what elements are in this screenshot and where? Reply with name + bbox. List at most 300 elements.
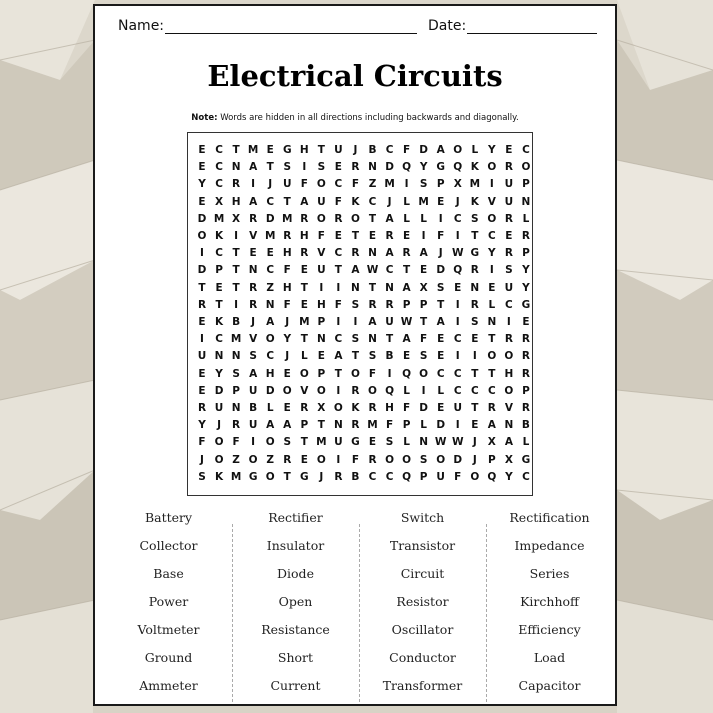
grid-letter: C xyxy=(522,144,530,156)
grid-letter: B xyxy=(351,470,360,483)
grid-letter: A xyxy=(436,144,445,156)
grid-letter: Y xyxy=(198,419,206,432)
grid-row xyxy=(188,264,532,281)
grid-letter: S xyxy=(385,436,394,449)
grid-letter: T xyxy=(232,144,240,156)
grid-letter: U xyxy=(334,436,343,449)
grid-letter: A xyxy=(266,316,275,328)
grid-letter: R xyxy=(232,178,241,191)
grid-letter: B xyxy=(385,350,394,363)
grid-letter: O xyxy=(419,367,429,380)
grid-letter: F xyxy=(437,230,445,242)
grid-letter: T xyxy=(215,298,223,311)
grid-letter: K xyxy=(214,316,224,328)
grid-letter: R xyxy=(334,470,343,483)
grid-letter: T xyxy=(437,298,445,311)
grid-letter: R xyxy=(368,402,377,414)
grid-letter: A xyxy=(385,212,394,225)
grid-letter: N xyxy=(487,316,497,328)
grid-letter: X xyxy=(214,195,224,208)
grid-letter: G xyxy=(436,161,445,174)
word-item: Efficiency xyxy=(518,622,581,637)
grid-letter: T xyxy=(317,144,325,156)
grid-letter: O xyxy=(436,453,446,466)
grid-letter: N xyxy=(368,161,377,174)
grid-letter: F xyxy=(403,144,411,156)
grid-letter: T xyxy=(385,333,394,346)
grid-letter: O xyxy=(316,178,326,191)
grid-letter: J xyxy=(268,178,273,191)
grid-letter: S xyxy=(505,264,513,277)
grid-letter: G xyxy=(248,470,258,483)
grid-letter: E xyxy=(198,144,206,156)
grid-letter: I xyxy=(455,298,460,311)
grid-letter: C xyxy=(215,178,223,191)
grid-row xyxy=(188,436,532,453)
grid-letter: K xyxy=(470,161,479,174)
grid-letter: U xyxy=(248,384,258,397)
grid-row xyxy=(188,230,532,247)
grid-letter: R xyxy=(300,402,309,414)
grid-letter: D xyxy=(419,402,428,414)
grid-letter: E xyxy=(471,419,479,432)
grid-letter: Y xyxy=(488,144,496,156)
grid-letter: G xyxy=(351,436,360,449)
grid-letter: C xyxy=(436,367,445,380)
grid-letter: L xyxy=(522,436,530,449)
word-item: Circuit xyxy=(400,566,445,581)
grid-letter: C xyxy=(334,333,343,346)
word-item: Conductor xyxy=(389,650,456,665)
grid-letter: R xyxy=(521,402,530,414)
grid-row xyxy=(188,333,532,350)
grid-letter: W xyxy=(400,316,413,328)
date-field xyxy=(428,18,597,34)
grid-letter: G xyxy=(521,453,531,466)
grid-letter: U xyxy=(504,178,514,191)
grid-letter: E xyxy=(198,384,206,397)
grid-letter: T xyxy=(420,316,428,328)
word-item: Rectification xyxy=(509,510,590,525)
grid-letter: P xyxy=(317,316,326,328)
word-item: Current xyxy=(270,678,321,693)
grid-letter: S xyxy=(249,350,257,363)
grid-letter: T xyxy=(232,281,240,294)
grid-letter: E xyxy=(437,195,445,208)
note-text: Words are hidden in all directions including backwards and diagonally. xyxy=(220,113,519,123)
word-item: Base xyxy=(153,566,184,581)
grid-letter: C xyxy=(266,195,275,208)
grid-letter: R xyxy=(521,333,530,346)
grid-letter: D xyxy=(436,264,446,277)
grid-letter: C xyxy=(522,470,530,483)
word-item: Short xyxy=(277,650,314,665)
grid-letter: L xyxy=(403,195,410,208)
grid-letter: U xyxy=(385,316,394,328)
grid-letter: I xyxy=(404,178,409,191)
grid-letter: L xyxy=(522,212,530,225)
grid-letter: R xyxy=(521,367,530,380)
grid-letter: R xyxy=(351,161,360,174)
grid-letter: Q xyxy=(402,367,412,380)
grid-letter: P xyxy=(317,367,326,380)
grid-letter: I xyxy=(336,316,341,328)
grid-letter: C xyxy=(487,384,496,397)
grid-letter: D xyxy=(419,144,428,156)
word-item: Load xyxy=(533,650,566,665)
grid-letter: T xyxy=(317,419,325,432)
grid-letter: G xyxy=(299,470,309,483)
grid-letter: T xyxy=(300,333,308,346)
grid-letter: V xyxy=(249,333,258,346)
grid-letter: S xyxy=(419,453,428,466)
grid-letter: E xyxy=(368,436,377,449)
grid-letter: E xyxy=(403,230,411,242)
grid-letter: I xyxy=(472,350,477,363)
grid-letter: F xyxy=(334,298,342,311)
grid-letter: J xyxy=(285,350,290,363)
note-label: Note: xyxy=(191,113,218,123)
grid-letter: T xyxy=(471,230,479,242)
grid-letter: Z xyxy=(368,178,377,191)
grid-row xyxy=(188,316,532,333)
grid-letter: N xyxy=(231,402,241,414)
grid-letter: R xyxy=(300,212,309,225)
grid-letter: F xyxy=(232,436,240,449)
grid-letter: R xyxy=(470,264,479,277)
grid-letter: C xyxy=(385,264,394,277)
grid-letter: O xyxy=(487,350,497,363)
grid-letter: T xyxy=(368,281,377,294)
grid-letter: C xyxy=(385,144,394,156)
grid-letter: F xyxy=(198,436,206,449)
grid-letter: X xyxy=(504,453,513,466)
grid-letter: Z xyxy=(266,281,274,294)
grid-letter: C xyxy=(385,470,394,483)
grid-letter: I xyxy=(506,316,511,328)
grid-letter: J xyxy=(319,470,324,483)
grid-letter: R xyxy=(300,247,309,260)
page-title: Electrical Circuits xyxy=(207,59,503,93)
grid-letter: E xyxy=(215,281,223,294)
grid-letter: M xyxy=(213,212,225,225)
grid-letter: A xyxy=(283,419,292,432)
grid-letter: S xyxy=(283,436,292,449)
grid-letter: F xyxy=(283,264,291,277)
grid-letter: Q xyxy=(453,161,463,174)
grid-letter: V xyxy=(317,247,326,260)
grid-letter: I xyxy=(336,453,341,466)
grid-letter: X xyxy=(453,178,462,191)
grid-letter: N xyxy=(316,333,326,346)
grid-letter: V xyxy=(249,230,258,242)
grid-letter: T xyxy=(471,367,479,380)
grid-letter: E xyxy=(283,402,291,414)
grid-letter: F xyxy=(334,195,342,208)
grid-letter: L xyxy=(420,419,427,432)
grid-letter: U xyxy=(334,144,343,156)
grid-letter: A xyxy=(249,195,258,208)
grid-letter: O xyxy=(316,384,326,397)
grid-letter: T xyxy=(266,161,274,174)
grid-letter: E xyxy=(198,367,206,380)
grid-letter: C xyxy=(368,470,377,483)
grid-letter: E xyxy=(198,316,206,328)
word-item: Capacitor xyxy=(518,678,581,693)
grid-letter: Q xyxy=(487,470,497,483)
grid-letter: B xyxy=(368,144,377,156)
grid-letter: D xyxy=(436,419,446,432)
grid-row xyxy=(188,419,532,436)
word-item: Insulator xyxy=(266,538,325,553)
grid-letter: I xyxy=(251,178,256,191)
grid-letter: N xyxy=(385,281,394,294)
name-field xyxy=(118,18,417,34)
grid-letter: O xyxy=(333,402,343,414)
grid-letter: H xyxy=(504,367,514,380)
word-item: Series xyxy=(529,566,570,581)
grid-letter: S xyxy=(368,350,377,363)
grid-letter: F xyxy=(368,367,377,380)
grid-letter: D xyxy=(453,453,463,466)
grid-letter: E xyxy=(437,350,445,363)
grid-letter: A xyxy=(249,161,258,174)
grid-letter: K xyxy=(351,402,360,414)
grid-letter: Y xyxy=(488,247,496,260)
word-list xyxy=(95,506,615,701)
grid-letter: H xyxy=(385,402,394,414)
grid-letter: R xyxy=(368,298,377,311)
grid-letter: M xyxy=(367,419,378,432)
grid-letter: J xyxy=(472,453,477,466)
grid-letter: R xyxy=(521,350,530,363)
grid-letter: I xyxy=(302,161,307,174)
grid-letter: M xyxy=(230,470,242,483)
grid-letter: O xyxy=(316,453,326,466)
grid-letter: X xyxy=(487,436,496,449)
grid-letter: N xyxy=(419,436,429,449)
grid-letter: D xyxy=(197,264,207,277)
grid-letter: M xyxy=(247,144,259,156)
grid-letter: T xyxy=(334,367,342,380)
grid-letter: X xyxy=(317,402,326,414)
grid-letter: P xyxy=(402,298,411,311)
grid-letter: E xyxy=(368,230,377,242)
grid-letter: Y xyxy=(522,264,530,277)
grid-letter: E xyxy=(437,333,445,346)
grid-letter: N xyxy=(231,350,241,363)
grid-letter: T xyxy=(488,333,496,346)
grid-letter: N xyxy=(231,161,241,174)
grid-letter: S xyxy=(232,367,240,380)
grid-letter: C xyxy=(334,247,343,260)
grid-letter: M xyxy=(264,230,276,242)
grid-letter: F xyxy=(385,419,394,432)
letter-grid xyxy=(187,132,533,496)
grid-letter: T xyxy=(198,281,206,294)
grid-letter: B xyxy=(232,316,241,328)
word-item: Diode xyxy=(277,566,314,581)
grid-letter: N xyxy=(333,419,343,432)
grid-letter: E xyxy=(505,144,513,156)
grid-letter: Y xyxy=(215,367,223,380)
grid-letter: L xyxy=(403,384,410,397)
grid-letter: N xyxy=(368,247,377,260)
grid-letter: U xyxy=(248,419,258,432)
grid-row xyxy=(188,196,532,213)
word-item: Impedance xyxy=(514,538,585,553)
grid-letter: R xyxy=(197,402,207,414)
grid-letter: U xyxy=(317,264,326,277)
grid-letter: S xyxy=(351,333,360,346)
grid-letter: T xyxy=(488,367,496,380)
grid-letter: C xyxy=(266,350,275,363)
date-blank-line xyxy=(467,19,597,34)
grid-letter: E xyxy=(471,333,479,346)
grid-letter: M xyxy=(230,333,242,346)
word-item: Ammeter xyxy=(139,678,198,693)
grid-letter: I xyxy=(200,247,204,260)
grid-letter: I xyxy=(421,230,426,242)
grid-letter: R xyxy=(487,402,496,414)
grid-letter: F xyxy=(420,333,428,346)
grid-letter: Y xyxy=(522,281,530,294)
grid-letter: E xyxy=(522,316,530,328)
grid-letter: I xyxy=(455,350,460,363)
grid-letter: H xyxy=(231,195,241,208)
grid-letter: N xyxy=(351,281,360,294)
grid-letter: O xyxy=(316,212,326,225)
grid-letter: R xyxy=(385,298,394,311)
grid-letter: J xyxy=(438,247,443,260)
grid-letter: E xyxy=(437,402,445,414)
grid-letter: O xyxy=(282,384,292,397)
grid-letter: O xyxy=(487,212,497,225)
grid-letter: T xyxy=(232,264,240,277)
grid-letter: T xyxy=(334,264,342,277)
grid-letter: S xyxy=(471,212,479,225)
grid-letter: R xyxy=(504,161,513,174)
grid-letter: F xyxy=(300,178,308,191)
grid-letter: P xyxy=(300,419,309,432)
grid-letter: I xyxy=(421,384,426,397)
grid-letter: S xyxy=(198,470,206,483)
grid-letter: C xyxy=(453,212,462,225)
grid-letter: A xyxy=(402,281,411,294)
grid-letter: Q xyxy=(402,161,412,174)
grid-letter: G xyxy=(521,298,531,311)
grid-letter: S xyxy=(317,161,326,174)
grid-letter: U xyxy=(436,470,445,483)
grid-letter: P xyxy=(522,178,530,191)
grid-letter: T xyxy=(232,247,240,260)
worksheet xyxy=(93,4,617,706)
grid-letter: C xyxy=(368,195,377,208)
grid-letter: O xyxy=(350,367,360,380)
grid-letter: L xyxy=(403,436,410,449)
grid-letter: L xyxy=(300,350,308,363)
grid-row xyxy=(188,247,532,264)
grid-letter: O xyxy=(402,453,412,466)
grid-letter: B xyxy=(249,402,258,414)
grid-letter: T xyxy=(283,470,291,483)
grid-letter: S xyxy=(283,161,292,174)
grid-letter: N xyxy=(470,281,480,294)
grid-letter: R xyxy=(249,212,258,225)
grid-letter: M xyxy=(469,178,481,191)
grid-letter: U xyxy=(453,402,463,414)
grid-letter: A xyxy=(266,419,275,432)
word-item: Transistor xyxy=(389,538,456,553)
grid-letter: A xyxy=(385,247,394,260)
grid-letter: E xyxy=(249,247,257,260)
grid-letter: X xyxy=(232,212,241,225)
grid-letter: P xyxy=(436,178,445,191)
grid-letter: R xyxy=(249,298,258,311)
grid-letter: R xyxy=(385,230,394,242)
grid-row xyxy=(188,402,532,419)
grid-letter: R xyxy=(351,384,360,397)
grid-letter: E xyxy=(488,281,496,294)
grid-letter: E xyxy=(505,230,513,242)
grid-letter: E xyxy=(266,144,274,156)
grid-letter: X xyxy=(419,281,428,294)
grid-letter: M xyxy=(299,316,310,328)
word-item: Collector xyxy=(139,538,198,553)
grid-letter: O xyxy=(504,350,514,363)
grid-letter: T xyxy=(300,281,308,294)
grid-letter: I xyxy=(455,316,460,328)
grid-letter: K xyxy=(214,470,224,483)
grid-letter: R xyxy=(402,247,411,260)
grid-letter: S xyxy=(419,350,428,363)
grid-letter: E xyxy=(300,264,308,277)
grid-letter: H xyxy=(282,281,292,294)
grid-letter: S xyxy=(419,178,428,191)
grid-letter: C xyxy=(470,384,479,397)
grid-letter: F xyxy=(317,230,325,242)
grid-letter: I xyxy=(234,230,239,242)
grid-letter: O xyxy=(350,212,360,225)
grid-letter: P xyxy=(402,419,411,432)
grid-letter: W xyxy=(434,436,447,449)
grid-letter: W xyxy=(366,264,379,277)
grid-letter: Z xyxy=(232,453,240,466)
grid-letter: P xyxy=(419,298,428,311)
grid-letter: O xyxy=(470,470,480,483)
grid-letter: N xyxy=(248,264,258,277)
grid-row xyxy=(188,299,532,316)
grid-letter: K xyxy=(470,195,479,208)
grid-letter: O xyxy=(368,384,377,397)
grid-letter: L xyxy=(488,298,496,311)
grid-letter: H xyxy=(282,247,292,260)
grid-letter: T xyxy=(368,212,377,225)
grid-letter: S xyxy=(471,316,479,328)
grid-letter: F xyxy=(351,178,360,191)
grid-letter: A xyxy=(436,316,445,328)
grid-letter: P xyxy=(215,264,223,277)
grid-letter: R xyxy=(470,298,479,311)
grid-letter: U xyxy=(282,178,292,191)
grid-letter: V xyxy=(504,402,513,414)
grid-letter: O xyxy=(299,367,309,380)
grid-letter: T xyxy=(403,264,411,277)
grid-letter: N xyxy=(368,333,377,346)
grid-letter: R xyxy=(249,281,258,294)
grid-letter: P xyxy=(522,247,530,260)
grid-letter: A xyxy=(351,264,360,277)
